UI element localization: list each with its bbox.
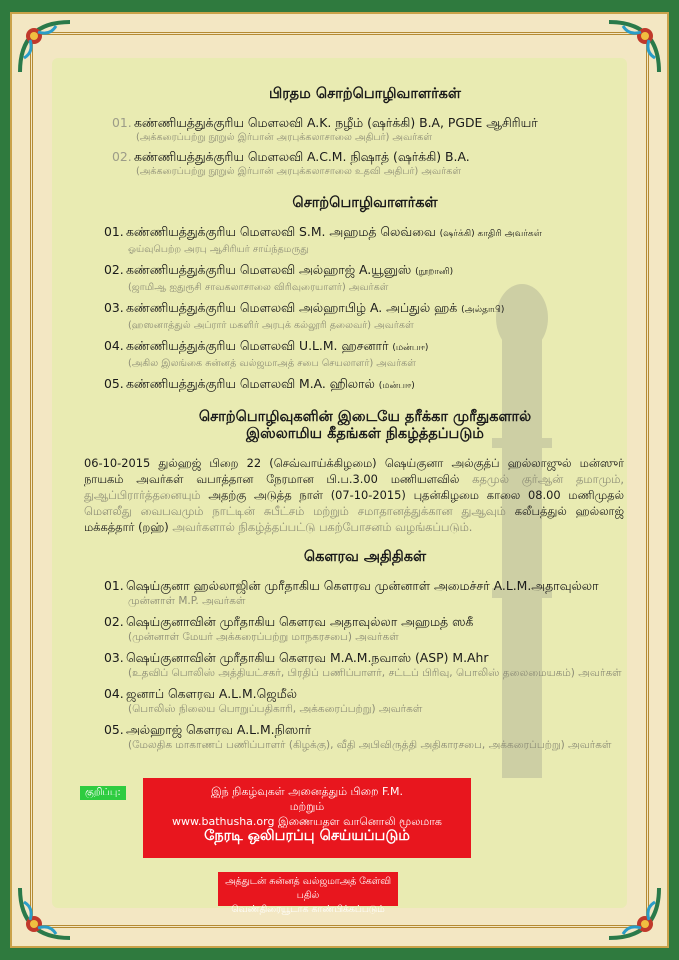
note-label: குறிப்பு: bbox=[80, 786, 126, 800]
list-item-desc: (ஹஸனாத்துல் அப்ரார் மகளிர் அரபுக் கல்லூரி தலைவர்) அவர்கள் bbox=[128, 320, 414, 331]
list-item-desc: (அகில இலங்கை சுன்னத் வல்ஜமாஅத் சபை செயலாளர்) அவர்கள் bbox=[128, 358, 416, 369]
list-item: 02. கண்ணியத்துக்குரிய மௌலவி A.C.M. நிஷாத் (ஷர்க்கி) B.A. bbox=[112, 149, 470, 164]
guests-title: கௌரவ அதிதிகள் bbox=[303, 549, 427, 565]
list-item: 04. ஜனாப் கௌரவ A.L.M.ஜெமீல் bbox=[104, 686, 297, 701]
primary-speakers-list bbox=[112, 114, 640, 179]
main-content bbox=[84, 78, 640, 752]
primary-speakers-title: பிரதம சொற்பொழிவாளர்கள் bbox=[268, 86, 462, 102]
list-item-desc: (பொலிஸ் நிலைய பொறுப்பதிகாரி, அக்கரைப்பற்று) அவர்கள் bbox=[128, 703, 423, 715]
schedule-paragraph: 06-10-2015 துல்ஹஜ் பிறை 22 (செவ்வாய்க்கிழமை) ஷெய்குனா அல்குத்ப் ஹல்லாஜுல் மன்ஸுர் நாயகம் அவர்கள் வபாத்தான நேரமான பி.ப.3.00 மணியளவில் கதமுல் குர்ஆன் தமாமும், துஆப்பிரார்த்தனையும் அதற்கு அடுத்த நாள் (07-10-2015) புதன்கிழமை காலை 08.00 மணிமுதல் மௌலீது வைபவமும் நாட்டின் சுபீட்சம் மற்றும் சமாதானத்துக்கான துஆவும் கலீபத்துல் ஹல்லாஜ் மக்கத்தார் (றஹ்) அவர்களால் நிகழ்த்தப்பட்டு பகற்போசனம் வழங்கப்படும். bbox=[84, 456, 625, 534]
list-item-desc: (ஜாமிஆ ஐதுரூசி சாவகலாசாலை விரிவுரையாளர்) அவர்கள் bbox=[128, 282, 389, 293]
list-item-desc: (மேலதிக மாகாணப் பணிப்பாளர் (கிழக்கு), வீதி அபிவிருத்தி அதிகாரசபை, அக்கரைப்பற்று) அவர்கள் bbox=[128, 739, 612, 751]
list-item-desc: ஓய்வுபெற்ற அரபு ஆசிரியர் சாய்ந்தமருது bbox=[128, 244, 309, 255]
list-item-desc: (அக்கரைப்பற்று நூறுல் இர்பான் அரபுக்கலாசாலை அதிபர்) அவர்கள் bbox=[136, 132, 433, 143]
guests-list bbox=[104, 577, 640, 752]
list-item-desc: (முன்னாள் மேயர் அக்கரைப்பற்று மாநகரசபை) அவர்கள் bbox=[128, 631, 399, 643]
list-item: 02. ஷெய்குனாவின் முரீதாகிய கௌரவ அதாவுல்லா அஹமத் ஸகீ bbox=[104, 614, 474, 629]
list-item: 03. கண்ணியத்துக்குரிய மௌலவி அல்ஹாபிழ் A. அப்துல் ஹக் (அல்தாபி) bbox=[104, 300, 505, 315]
list-item-desc: (அக்கரைப்பற்று நூறுல் இர்பான் அரபுக்கலாசாலை உதவி அதிபர்) அவர்கள் bbox=[136, 166, 461, 177]
video-banner: அத்துடன் சுன்னத் வல்ஜமாஅத் கேள்வி பதில் வெண்திரையூடாக காண்பிக்கப்படும் bbox=[218, 872, 398, 906]
list-item-desc: (உதவிப் பொலிஸ் அத்தியட்சகர், பிரதிப் பணிப்பாளர், சட்டப் பிரிவு, பொலிஸ் தலைமையகம்) அவர்கள் bbox=[128, 667, 622, 679]
interlude-heading: சொற்பொழிவுகளின் இடையே தரீக்கா முரீதுகளால் இஸ்லாமிய கீதங்கள் நிகழ்த்தப்படும் bbox=[198, 409, 532, 442]
speakers-list bbox=[104, 223, 640, 395]
list-item-desc: முன்னாள் M.P. அவர்கள் bbox=[128, 595, 246, 607]
list-item: 03. ஷெய்குனாவின் முரீதாகிய கௌரவ M.A.M.நவாஸ் (ASP) M.Ahr bbox=[104, 650, 489, 665]
list-item: 04. கண்ணியத்துக்குரிய மௌலவி U.L.M. ஹசனார் (மன்பஈ) bbox=[104, 338, 429, 353]
list-item: 05. அல்ஹாஜ் கௌரவ A.L.M.நிஸார் bbox=[104, 722, 312, 737]
list-item: 05. கண்ணியத்துக்குரிய மௌலவி M.A. ஹிலால் (மன்பஈ) bbox=[104, 376, 415, 391]
list-item: 01. ஷெய்குனா ஹல்லாஜின் முரீதாகிய கௌரவ முன்னாள் அமைச்சர் A.L.M.அதாவுல்லா bbox=[104, 578, 599, 593]
list-item: 01. கண்ணியத்துக்குரிய மௌலவி A.K. நழீம் (ஷர்க்கி) B.A, PGDE ஆசிரியர் bbox=[112, 115, 538, 130]
broadcast-banner: இந் நிகழ்வுகள் அனைத்தும் பிறை F.M. மற்றும் www.bathusha.org இணையதள வானொலி மூலமாக நேரடி ஒலிபரப்பு செய்யப்படும் bbox=[143, 778, 471, 858]
list-item: 01. கண்ணியத்துக்குரிய மௌலவி S.M. அஹமத் லெவ்வை (ஷர்க்கி) காதிரி அவர்கள் bbox=[104, 224, 542, 239]
speakers-title: சொற்பொழிவாளர்கள் bbox=[292, 195, 438, 211]
list-item: 02. கண்ணியத்துக்குரிய மௌலவி அல்ஹாஜ் A.யூனுஸ் (நூறானி) bbox=[104, 262, 454, 277]
